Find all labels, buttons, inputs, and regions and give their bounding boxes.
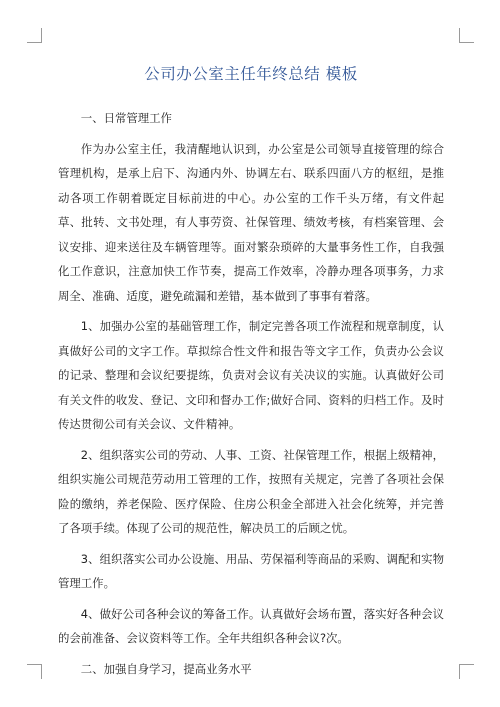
paragraph-item-2: 2、组织落实公司的劳动、人事、工资、社保管理工作，根据上级精神，组织实施公司规范劳动用工管理的工作，按照有关规定，完善了各项社会保险的缴纳，养老保险、医疗保险、住房公积金全部进入社会化统筹，并完善了各项手续。体现了公司的规范性，解决员工的后顾之忧。: [58, 447, 444, 535]
page-corner-mark-top-right: [459, 28, 474, 43]
paragraph-item-1: 1、加强办公室的基础管理工作，制定完善各项工作流程和规章制度，认真做好公司的文字工作。草拟综合性文件和报告等文字工作，负责办公会议的记录、整理和会议纪要提练，负责对会议有关决议的实施。认真做好公司有关文件的收发、登记、文印和督办工作;做好合同、资料的归档工作。及时传达贯彻公司有关会议、文件精神。: [58, 319, 444, 431]
paragraph-item-3: 3、组织落实公司办公设施、用品、劳保福利等商品的采购、调配和实物管理工作。: [58, 551, 444, 590]
paragraph-office-role: 作为办公室主任，我清醒地认识到，办公室是公司领导直接管理的综合管理机构，是承上启下、沟通内外、协调左右、联系四面八方的枢纽，是推动各项工作朝着既定目标前进的中心。办公室的工作千头万绪，有文件起草、批转、文书处理，有人事劳资、社保管理、绩效考核，有档案管理、会议安排、迎来送往及车辆管理等。面对繁杂琐碎的大量事务性工作，自我强化工作意识，注意加快工作节奏，提高工作效率，冷静办理各项事务，力求周全、准确、适度，避免疏漏和差错，基本做到了事事有着落。: [58, 141, 444, 303]
document-title: 公司办公室主任年终总结 模板: [144, 65, 358, 83]
page-corner-mark-bottom-right: [459, 664, 474, 679]
section-heading-self-study: 二、加强自身学习，提高业务水平: [80, 661, 252, 676]
section-heading-daily-management: 一、日常管理工作: [80, 111, 172, 125]
page-corner-mark-bottom-left: [27, 664, 42, 679]
page-corner-mark-top-left: [27, 28, 42, 43]
paragraph-item-4: 4、做好公司各种会议的筹备工作。认真做好会场布置，落实好各种会议的会前准备、会议资料等工作。全年共组织各种会议?次。: [58, 606, 444, 645]
document-page: [58, 60, 444, 681]
